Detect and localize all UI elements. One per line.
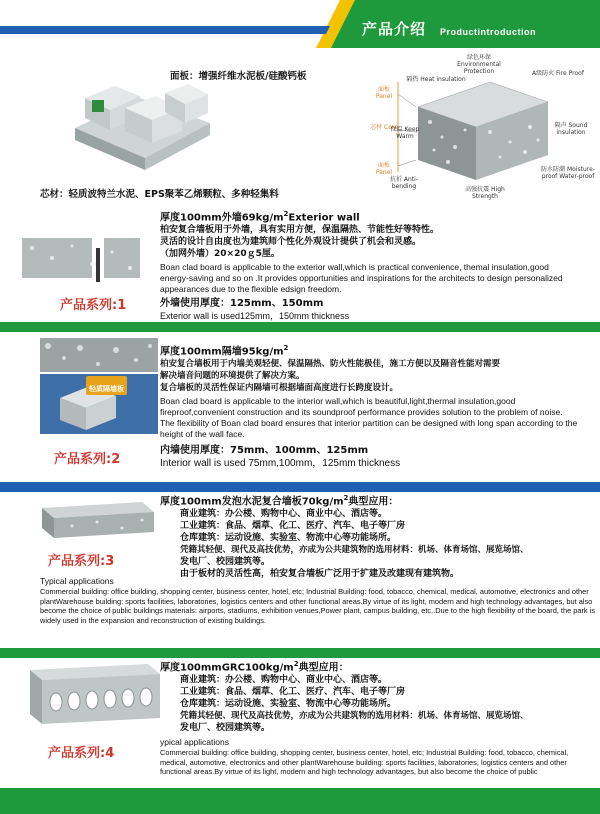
series-1-spec-sup: 2 — [283, 210, 289, 218]
feature-warm: 保温 Keep Warm — [390, 126, 420, 140]
series-3-en-text: Commercial building: office building, shopping center, business center, hotel, etc; Industrial Building: food, tobacco, chemical, medical, automotive, electronics and other plantWarehouse building: sports facilities, laboratories, logistics centers and other functional areas.By virtue of its light, modern and high technology advantages, but also become the choice of public buildings materials: airports, stadiums, exhibition venues,Power plant, campus building, etc..Due to the high flexibility of the board, the park is widely used in the expansion and reconstruction of existing buildings. — [40, 587, 596, 625]
feature-sound: 隔声 Sound insulation — [554, 122, 588, 136]
series-2-usage-en: Interior wall is used 75mm,100mm，125mm thickness — [160, 458, 401, 470]
board-stack-image — [70, 68, 220, 178]
feature-fire: A级防火 Fire Proof — [532, 70, 584, 77]
series-4-image — [30, 662, 160, 742]
series-3-image — [42, 502, 154, 538]
core-label: 芯材：轻质波特兰水泥、EPS聚苯乙烯颗粒、多种轻集料 — [40, 189, 279, 200]
feature-strength: 高强抗震 High Strength — [465, 186, 505, 200]
series-3-label: 产品系列:3 — [48, 554, 115, 569]
header-stripes — [0, 0, 600, 48]
series-3-spec-suffix: 典型应用： — [348, 496, 399, 508]
series-2-spec: 厚度100mm隔墙95kg/m — [160, 346, 284, 358]
series-4-spec-sup: 2 — [293, 660, 299, 668]
series-4-section — [0, 658, 600, 788]
series-3-section — [0, 492, 600, 648]
feature-heat: 隔热 Heat insulation — [406, 76, 466, 83]
series-2-usage-cn: 内墙使用厚度：75mm、100mm、125mm — [160, 445, 369, 457]
feature-eco: 绿色环保 Environmental Protection — [457, 54, 501, 75]
series-1-spec-suffix: Exterior wall — [288, 212, 360, 224]
series-4-en-title: ypical applications — [160, 737, 229, 748]
series-4-cn-line-2: 工业建筑：食品、烟草、化工、医疗、汽车、电子等厂房 — [180, 687, 406, 698]
series-3-cn-line-6: 由于板材的灵活性高，柏安复合墙板广泛用于扩建及改建现有建筑物。 — [180, 569, 460, 580]
series-2-cn-line-2: 解决墙音问题的环境提供了解决方案。 — [160, 371, 305, 382]
series-3-spec-sup: 2 — [343, 494, 349, 502]
series-1-label: 产品系列:1 — [60, 298, 127, 313]
series-1-section — [0, 206, 600, 322]
series-4-cn-line-5: 发电厂、校园建筑等。 — [180, 723, 271, 734]
series-2-en-line-2: The flexibility of Boan clad board ensures that interior partition can be designed with long span according to the height of the wall face. — [160, 418, 578, 440]
header-title-en: Productintroduction — [440, 27, 536, 37]
series-1-cn-line-2: 灵活的设计自由度也为建筑师个性化外观设计提供了机会和灵感。 — [160, 237, 422, 248]
divider-2 — [0, 482, 600, 492]
series-2-cn-line-3: 复合墙板的灵活性保证内隔墙可根据墙面高度进行长跨度设计。 — [160, 383, 399, 394]
series-4-cn-line-3: 仓库建筑：运动设施、实验室、物流中心等功能场所。 — [180, 699, 397, 710]
divider-3 — [0, 648, 600, 658]
series-1-usage-cn: 外墙使用厚度：125mm、150mm — [160, 298, 324, 310]
series-2-spec-sup: 2 — [283, 344, 289, 352]
feature-moisture: 防水防潮 Moisture-proof Water-proof — [541, 166, 595, 180]
divider-1 — [0, 322, 600, 332]
series-2-section — [0, 332, 600, 482]
series-3-cn-line-1: 商业建筑：办公楼、购物中心、商业中心、酒店等。 — [180, 509, 388, 520]
series-3-content — [160, 492, 596, 580]
series-1-cn-line-1: 柏安复合墙板用于外墙，具有实用方便，保温隔热、节能性好等特性。 — [160, 225, 440, 236]
series-4-cn-line-1: 商业建筑：办公楼、购物中心、商业中心、酒店等。 — [180, 675, 388, 686]
series-3-cn-line-4: 凭籍其轻便、现代及高技优势，亦成为公共建筑物的选用材料：机场、体育场馆、展览场馆、 — [180, 545, 529, 556]
series-2-label: 产品系列:2 — [54, 452, 121, 467]
series-4-label: 产品系列:4 — [48, 746, 115, 761]
series-1-en-text: Boan clad board is applicable to the exterior wall,which is practical convenience, themal insulation,good energy-saving and so on .It provides opportunities and inspirations for the architects to design personalized appearances due to the flexible edsign freedom. — [160, 262, 563, 295]
series-1-content — [160, 208, 596, 322]
series-3-cn-line-2: 工业建筑：食品、烟草、化工、医疗、汽车、电子等厂房 — [180, 521, 406, 532]
series-3-en-title: Typical applications — [40, 576, 114, 586]
side-label-core: 芯材 Core — [370, 124, 398, 131]
series-1-cn-line-3: （加网外墙）20×20ｇ5厘。 — [160, 249, 280, 260]
series-2-cn-line-1: 柏安复合墙板用于内墙美观轻便、保温隔热、防火性能极佳，施工方便以及隔音性能对需要 — [160, 359, 501, 370]
series-2-badge-text: 轻质隔墙板 — [89, 385, 124, 393]
series-2-en-line-1: Boan clad board is applicable to the interior wall,which is beautiful,light,thermal insulation,good fireproof,convenient construction and its soundproof performance provides solution to the problem of noise. — [160, 396, 563, 418]
series-4-en-text: Commercial building: office building, shopping center, business center, hotel, etc; Industrial Building: food, tobacco, chemical, medical, automotive, electronics and other plantWarehouse building: sports facilities, laboratories, logistics centers and other functional areas.By virtue of its light, modern and high technology advantages, but also become the choice of public — [160, 748, 569, 777]
footer-bar — [0, 788, 600, 814]
series-3-cn-line-3: 仓库建筑：运动设施、实验室、物流中心等功能场所。 — [180, 533, 397, 544]
side-label-panel-top: 面板 Panel — [375, 86, 393, 100]
composition-diagram — [370, 52, 598, 202]
series-1-usage-en: Exterior wall is used125mm，150mm thickness — [160, 311, 350, 322]
series-4-content — [160, 658, 596, 777]
header-title-cn: 产品介绍 — [362, 20, 427, 38]
series-4-spec-suffix: 典型应用： — [298, 662, 349, 674]
series-3-spec: 厚度100mm发泡水泥复合墙板70kg/m — [160, 496, 344, 508]
series-1-image — [22, 234, 142, 284]
series-3-cn-line-5: 发电厂、校园建筑等。 — [180, 557, 271, 568]
series-2-content — [160, 342, 596, 470]
side-label-panel-bottom: 面板 Panel — [375, 162, 393, 176]
panel-label: 面板：增强纤维水泥板/硅酸钙板 — [170, 71, 307, 82]
series-2-badge — [86, 376, 127, 395]
feature-bend: 抗折 Anti-bending — [390, 176, 418, 190]
header — [0, 0, 600, 48]
series-1-spec: 厚度100mm外墙69kg/m — [160, 212, 284, 224]
series-4-cn-line-4: 凭籍其轻便、现代及高技优势，亦成为公共建筑物的选用材料：机场、体育场馆、展览场馆、 — [180, 711, 529, 722]
series-3-en-block — [40, 576, 596, 625]
intro-section — [0, 48, 600, 206]
series-4-spec: 厚度100mmGRC100kg/m — [160, 662, 294, 674]
